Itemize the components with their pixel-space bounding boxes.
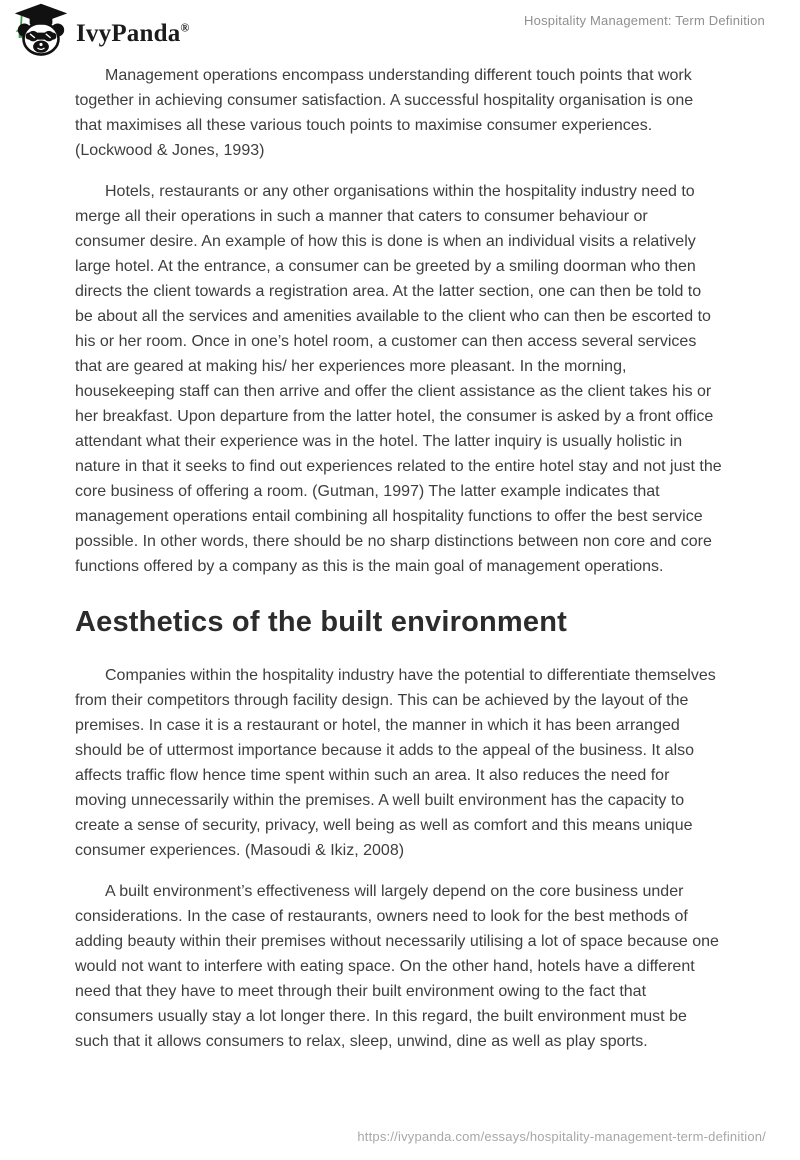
paragraph-hotels-operations: Hotels, restaurants or any other organisations within the hospitality industry need to merge all their operations in such a manner that caters to consumer behaviour or consumer desire. An example of how this is done is when an individual visits a relatively large hotel. At the entrance, a consumer can be greeted by a smiling doorman who then directs the client towards a registration area. At the latter section, one can then be told to be about all the services and amenities available to the client who can then be escorted to his or her room. Once in one’s hotel room, a customer can then access several services that are geared at making his/ her experiences more pleasant. In the morning, housekeeping staff can then arrive and offer the client assistance as the client takes his or her breakfast. Upon departure from the latter hotel, the consumer is asked by a front office attendant what their experience was in the hotel. The latter inquiry is usually holistic in nature in that it seeks to find out experiences related to the entire hotel stay and not just the core business of offering a room. (Gutman, 1997) The latter example indicates that management operations entail combining all hospitality functions to offer the best service possible. In other words, there should be no sharp distinctions between non core and core functions offered by a company as this is the main goal of management operations. — [75, 183, 722, 575]
section-heading-aesthetics: Aesthetics of the built environment — [75, 606, 567, 638]
logo-wordmark: IvyPanda — [76, 19, 181, 47]
paragraph-management-operations: Management operations encompass understanding different touch points that work together in achieving consumer satisfaction. A successful hospitality organisation is one that maximises all these various touch points to maximise consumer experiences. (Lockwood & Jones, 1993) — [75, 67, 694, 159]
paragraph-facility-design: Companies within the hospitality industry have the potential to differentiate themselves from their competitors through facility design. This can be achieved by the layout of the premises. In case it is a restaurant or hotel, the manner in which it has been arranged should be of uttermost importance because it adds to the appeal of the business. It also affects traffic flow hence time spent within such an area. It also reduces the need for moving unnecessarily within the premises. A well built environment has the capacity to create a sense of security, privacy, well being as well as comfort and this means unique consumer experiences. (Masoudi & Ikiz, 2008) — [75, 667, 716, 859]
article-content — [75, 63, 722, 1070]
source-url[interactable]: https://ivypanda.com/essays/hospitality-management-term-definition/ — [357, 1129, 766, 1144]
page-header — [0, 0, 800, 62]
registered-trademark-symbol: ® — [180, 20, 190, 35]
document-title: Hospitality Management: Term Definition — [524, 13, 765, 28]
ivypanda-logo[interactable] — [13, 3, 190, 57]
panda-graduate-icon — [13, 3, 69, 57]
logo-text — [76, 15, 190, 46]
paragraph-built-environment: A built environment’s effectiveness will largely depend on the core business under considerations. In the case of restaurants, owners need to look for the best methods of adding beauty within their premises without necessarily utilising a lot of space because one would not want to interfere with eating space. On the other hand, hotels have a different need that they have to meet through their built environment owing to the fact that consumers usually stay a lot longer there. In this regard, the built environment must be such that it allows consumers to relax, sleep, unwind, dine as well as play sports. — [75, 883, 719, 1050]
